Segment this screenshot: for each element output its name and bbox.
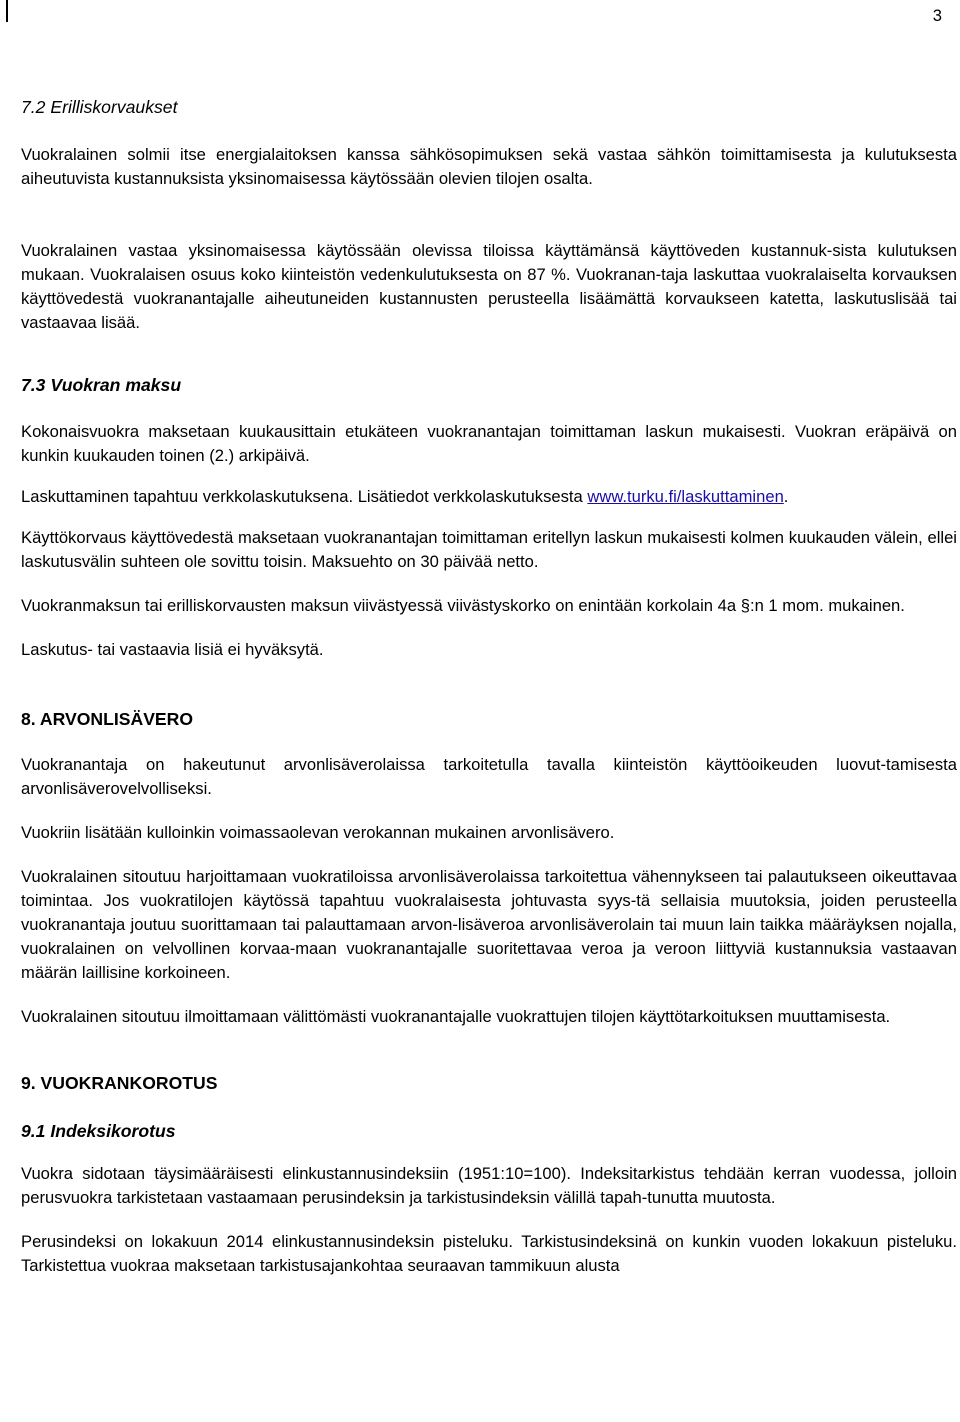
paragraph-8-3: Vuokralainen sitoutuu harjoittamaan vuokratiloissa arvonlisäverolaissa tarkoitettua vähennykseen tai palautukseen oikeuttavaa toimintaa. Jos vuokratilojen käytössä tapahtuu vuokralaisesta johtuvasta syys-tä sellaisia muutoksia, joiden perusteella vuokranantaja joutuu suorittamaan tai palauttamaan arvon-lisäveroa arvonlisäverolain tai muun lain taikka määräyksen nojalla, vuokralainen on velvollinen korvaa-maan vuokranantajalle suoritettavaa veroa ja veroon liittyviä kustannuksia vastaavan määrän laillisine korkoineen. — [21, 867, 957, 982]
page-number: 3 — [932, 6, 942, 25]
paragraph-7-3-4 — [21, 594, 957, 618]
invoicing-text: Laskuttaminen tapahtuu verkkolaskutuksena. Lisätiedot verkkolaskutuksesta — [21, 487, 588, 506]
late-payment-text-a: Vuokranmaksun tai erilliskorvausten maksun viivästyessä viivästyskorko on enintään korkolain 4a — [21, 596, 741, 615]
paragraph-8-2: Vuokriin lisätään kulloinkin voimassaolevan verokannan mukainen arvonlisävero. — [21, 823, 615, 842]
heading-7-3-number: 7.3 — [21, 375, 46, 395]
page-edge-marker — [6, 0, 8, 22]
paragraph-8-4: Vuokralainen sitoutuu ilmoittamaan välittömästi vuokranantajalle vuokrattujen tilojen käyttötarkoituksen muuttamisesta. — [21, 1007, 891, 1026]
heading-7-3 — [21, 373, 957, 397]
paragraph-7-3-2 — [21, 485, 957, 509]
paragraph-7-3-1: Kokonaisvuokra maksetaan kuukausittain etukäteen vuokranantajan toimittaman laskun mukaisesti. Vuokran eräpäivä on kunkin kuukauden toinen (2.) arkipäivä. — [21, 422, 957, 465]
heading-7-2-number: 7.2 — [21, 97, 46, 117]
paragraph-7-2-2: Vuokralainen vastaa yksinomaisessa käytössään olevissa tiloissa käyttämänsä käyttöveden kustannuk-sista kulutuksen mukaan. Vuokralaisen osuus koko kiinteistön vedenkulutuksesta on 87 %. Vuokranan-taja laskuttaa vuokralaiselta korvauksen käyttövedestä vuokranantajalle aiheutuneiden kustannusten perusteella lisäämättä korvaukseen katetta, laskutuslisää tai vastaavaa lisää. — [21, 241, 957, 332]
section-symbol: § — [740, 596, 750, 615]
document-body — [21, 95, 957, 1278]
heading-7-2-text: Erilliskorvaukset — [45, 97, 178, 117]
late-payment-text-b: :n 1 mom. mukainen. — [749, 596, 905, 615]
heading-9: 9. VUOKRANKOROTUS — [21, 1073, 218, 1093]
paragraph-9-1: Vuokra sidotaan täysimääräisesti elinkustannusindeksiin (1951:10=100). Indeksitarkistus tehdään kerran vuodessa, jolloin perusvuokra tarkistetaan vastaamaan perusindeksin ja tarkistusindeksin välillä tapah-tunutta muutosta. — [21, 1164, 957, 1207]
heading-7-3-text: Vuokran maksu — [45, 375, 182, 395]
heading-9-1-text: Indeksikorotus — [45, 1121, 176, 1141]
paragraph-8-1: Vuokranantaja on hakeutunut arvonlisäverolaissa tarkoitetulla tavalla kiinteistön käyttöoikeuden luovut-tamisesta arvonlisäverovelvolliseksi. — [21, 755, 957, 798]
heading-9-1-number: 9.1 — [21, 1121, 46, 1141]
heading-9-1 — [21, 1119, 957, 1143]
paragraph-9-2: Perusindeksi on lokakuun 2014 elinkustannusindeksin pisteluku. Tarkistusindeksinä on kunkin vuoden lokakuun pisteluku. Tarkistettua vuokraa maksetaan tarkistusajankohtaa seuraavan tammikuun alusta — [21, 1232, 957, 1275]
paragraph-7-3-3: Käyttökorvaus käyttövedestä maksetaan vuokranantajan toimittaman eritellyn laskun mukaisesti kolmen kuukauden välein, ellei laskutusvälin suhteen ole sovittu toisin. Maksuehto on 30 päivää netto. — [21, 528, 957, 571]
heading-7-2 — [21, 95, 957, 119]
paragraph-7-3-5: Laskutus- tai vastaavia lisiä ei hyväksytä. — [21, 640, 324, 659]
paragraph-7-2-1: Vuokralainen solmii itse energialaitoksen kanssa sähkösopimuksen sekä vastaa sähkön toimittamisesta ja kulutuksesta aiheutuvista kustannuksista yksinomaisessa käytössään olevien tilojen osalta. — [21, 145, 957, 188]
invoicing-end: . — [783, 487, 789, 506]
heading-8: 8. ARVONLISÄVERO — [21, 709, 194, 729]
invoicing-link[interactable]: www.turku.fi/laskuttaminen — [587, 487, 784, 506]
